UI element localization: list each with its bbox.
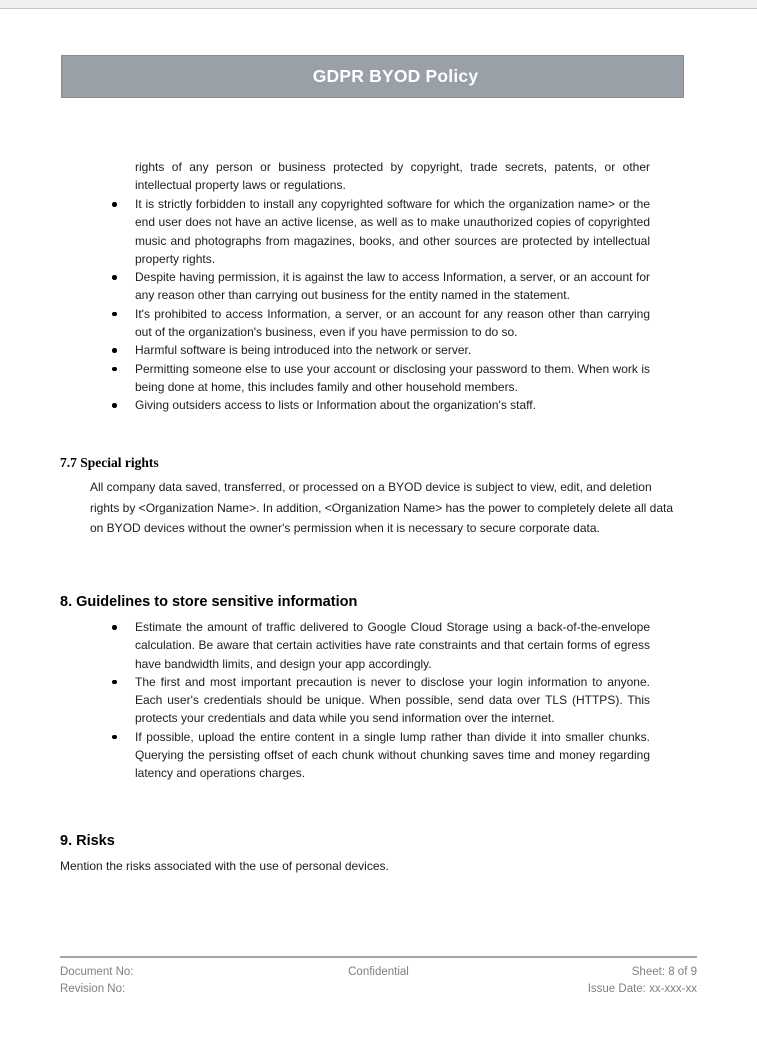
footer-issue-date-label: Issue Date: xx-xxx-xx [587, 982, 697, 995]
list-item [135, 618, 650, 673]
footer-confidential-label: Confidential [348, 966, 409, 978]
section-9-body: Mention the risks associated with the use of personal devices. [60, 859, 389, 873]
window-top-strip [0, 0, 757, 9]
section-8-heading: 8. Guidelines to store sensitive information [60, 594, 358, 610]
bullet-icon [112, 680, 117, 685]
list-item [135, 360, 650, 397]
bullet-icon [112, 348, 117, 353]
document-title: GDPR BYOD Policy [312, 66, 479, 86]
bullet-icon [112, 735, 117, 740]
footer-sheet-label: Sheet: 8 of 9 [631, 966, 697, 978]
policy-bullet-list [135, 195, 650, 415]
bullet-text: Harmful software is being introduced into the network or server. [135, 343, 472, 358]
bullet-text: It's prohibited to access Information, a server, or an account for any reason other than carrying out of the organization's business, even if you have permission to do so. [135, 306, 650, 340]
document-title-banner [61, 55, 684, 98]
bullet-text: Giving outsiders access to lists or Information about the organization's staff. [135, 398, 536, 413]
section-7-7-heading: 7.7 Special rights [60, 455, 159, 470]
page-footer [60, 956, 697, 997]
list-item [135, 341, 650, 359]
list-item [135, 305, 650, 342]
list-item [135, 396, 650, 414]
footer-document-no-label: Document No: [60, 966, 134, 978]
bullet-icon [112, 367, 117, 372]
bullet-icon [112, 312, 117, 317]
bullet-text: Permitting someone else to use your account or disclosing your password to them. When work is being done at home, this includes family and other household members. [135, 361, 650, 394]
continued-paragraph: rights of any person or business protected by copyright, trade secrets, patents, or other intellectual property laws or regulations. [135, 160, 650, 193]
bullet-text: Estimate the amount of traffic delivered to Google Cloud Storage using a back-of-the-envelope calculation. Be aware that certain activities have rate constraints and that certain forms of egress have bandwidth limits, and design your app accordingly. [135, 620, 650, 671]
footer-revision-no-label: Revision No: [60, 982, 126, 995]
list-item [135, 195, 650, 268]
bullet-text: It is strictly forbidden to install any copyrighted software for which the organization name> or the end user does not have an active license, as well as to make unauthorized copies of copyrighted music and photographs from magazines, books, and other sources are protected by intellectual property rights. [135, 197, 650, 266]
bullet-icon [112, 625, 117, 630]
list-item [135, 728, 650, 783]
bullet-icon [112, 403, 117, 408]
guidelines-bullet-list [135, 618, 650, 783]
bullet-text: The first and most important precaution is never to disclose your login information to anyone. Each user's credentials should be unique. When possible, send data over TLS (HTTPS). This protects your credentials and data while you send information over the internet. [135, 674, 650, 726]
section-9-heading: 9. Risks [60, 833, 115, 849]
footer-divider [60, 956, 697, 958]
bullet-icon [112, 202, 117, 207]
list-item [135, 673, 650, 728]
bullet-icon [112, 275, 117, 280]
list-item [135, 268, 650, 305]
footer-spacer [272, 982, 484, 998]
bullet-text: If possible, upload the entire content in a single lump rather than divide it into smaller chunks. Querying the persisting offset of each chunk without chunking saves time and money regarding latency and operations charges. [135, 729, 650, 781]
section-7-7-body: All company data saved, transferred, or processed on a BYOD device is subject to view, edit, and deletion rights by <Organization Name>. In addition, <Organization Name> has the power to completely delete all data on BYOD devices without the owner's permission when it is necessary to secure corporate data. [90, 480, 674, 535]
bullet-text: Despite having permission, it is against the law to access Information, a server, or an account for any reason other than carrying out business for the entity named in the statement. [135, 270, 650, 303]
